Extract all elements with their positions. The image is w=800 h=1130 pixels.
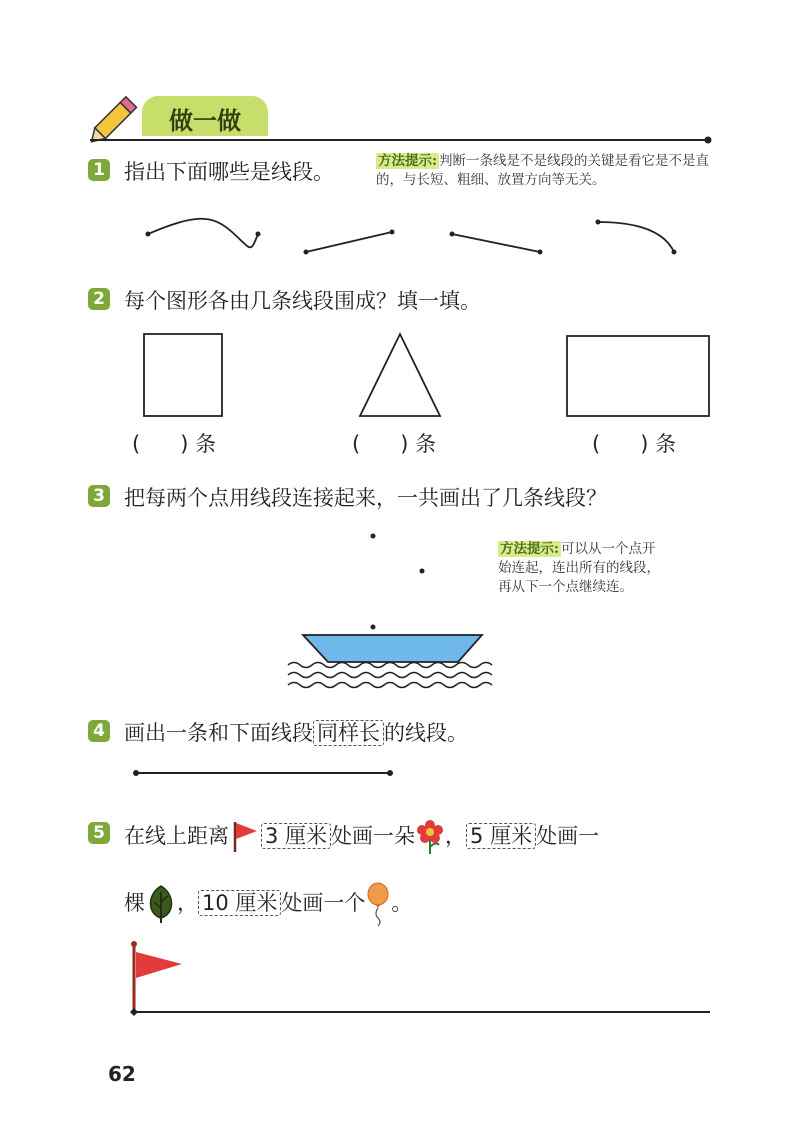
balloon-icon bbox=[365, 882, 391, 926]
answer-blank-square[interactable]: ( ) 条 bbox=[132, 432, 217, 456]
question-1-number: 1 bbox=[88, 159, 110, 181]
triangle-shape bbox=[360, 334, 440, 416]
page-title: 做一做 bbox=[169, 107, 241, 135]
answer-blank-triangle[interactable]: ( ) 条 bbox=[352, 432, 437, 456]
question-4-number: 4 bbox=[88, 720, 110, 742]
question-5-line-2: 棵 ， 10 厘米 处画一个 。 bbox=[124, 882, 412, 926]
distance-3cm: 3 厘米 bbox=[261, 823, 331, 849]
q3-tip-line-2: 始连起，连出所有的线段， bbox=[498, 560, 660, 576]
answer-blank-rectangle[interactable]: ( ) 条 bbox=[592, 432, 677, 456]
question-5-line-1: 在线上距离 3 厘米 处画一朵 ， 5 厘米 处画一 bbox=[124, 819, 599, 855]
q4-reference-segment bbox=[130, 765, 400, 781]
q1-method-tip bbox=[376, 152, 716, 190]
point-1 bbox=[371, 534, 376, 539]
start-flag bbox=[136, 952, 182, 978]
q1-lines-figure bbox=[140, 210, 700, 260]
straight-segment-1 bbox=[306, 232, 392, 252]
question-5-number: 5 bbox=[88, 822, 110, 844]
q1-tip-label: 方法提示: bbox=[378, 153, 437, 169]
boat-hull bbox=[303, 635, 482, 662]
question-2-number: 2 bbox=[88, 288, 110, 310]
arc-line bbox=[598, 222, 674, 252]
curve-line-1 bbox=[148, 219, 258, 248]
straight-segment-2 bbox=[452, 234, 540, 252]
question-2-text: 每个图形各由几条线段围成？填一填。 bbox=[124, 289, 481, 313]
flag-icon bbox=[229, 820, 261, 854]
question-3-text: 把每两个点用线段连接起来，一共画出了几条线段？ bbox=[124, 486, 607, 510]
question-1-text: 指出下面哪些是线段。 bbox=[124, 160, 334, 184]
page-number: 62 bbox=[108, 1062, 136, 1086]
same-length-keyword: 同样长 bbox=[313, 720, 384, 746]
q3-boat-figure bbox=[270, 525, 510, 700]
q1-tip-text: 判断一条线是不是线段的关键是看它是不是直的，与长短、粗细、放置方向等无关。 bbox=[376, 153, 709, 188]
point-2 bbox=[420, 569, 425, 574]
water-waves bbox=[288, 663, 492, 688]
distance-10cm: 10 厘米 bbox=[198, 890, 281, 916]
square-shape bbox=[144, 334, 222, 416]
tree-icon bbox=[145, 884, 177, 924]
q2-shapes-figure bbox=[140, 330, 720, 425]
q3-tip-line-1: 可以从一个点开 bbox=[560, 541, 656, 557]
distance-5cm: 5 厘米 bbox=[466, 823, 536, 849]
flower-icon bbox=[415, 819, 445, 855]
question-4-text: 画出一条和下面线段 同样长 的线段。 bbox=[124, 721, 468, 745]
question-3-number: 3 bbox=[88, 485, 110, 507]
header-rule bbox=[90, 135, 715, 145]
q3-tip-label: 方法提示: bbox=[500, 541, 559, 557]
q3-method-tip bbox=[498, 540, 728, 597]
rectangle-shape bbox=[567, 336, 709, 416]
q3-tip-line-3: 再从下一个点继续连。 bbox=[498, 579, 633, 595]
q5-drawing-line bbox=[120, 940, 720, 1020]
point-3 bbox=[371, 625, 376, 630]
